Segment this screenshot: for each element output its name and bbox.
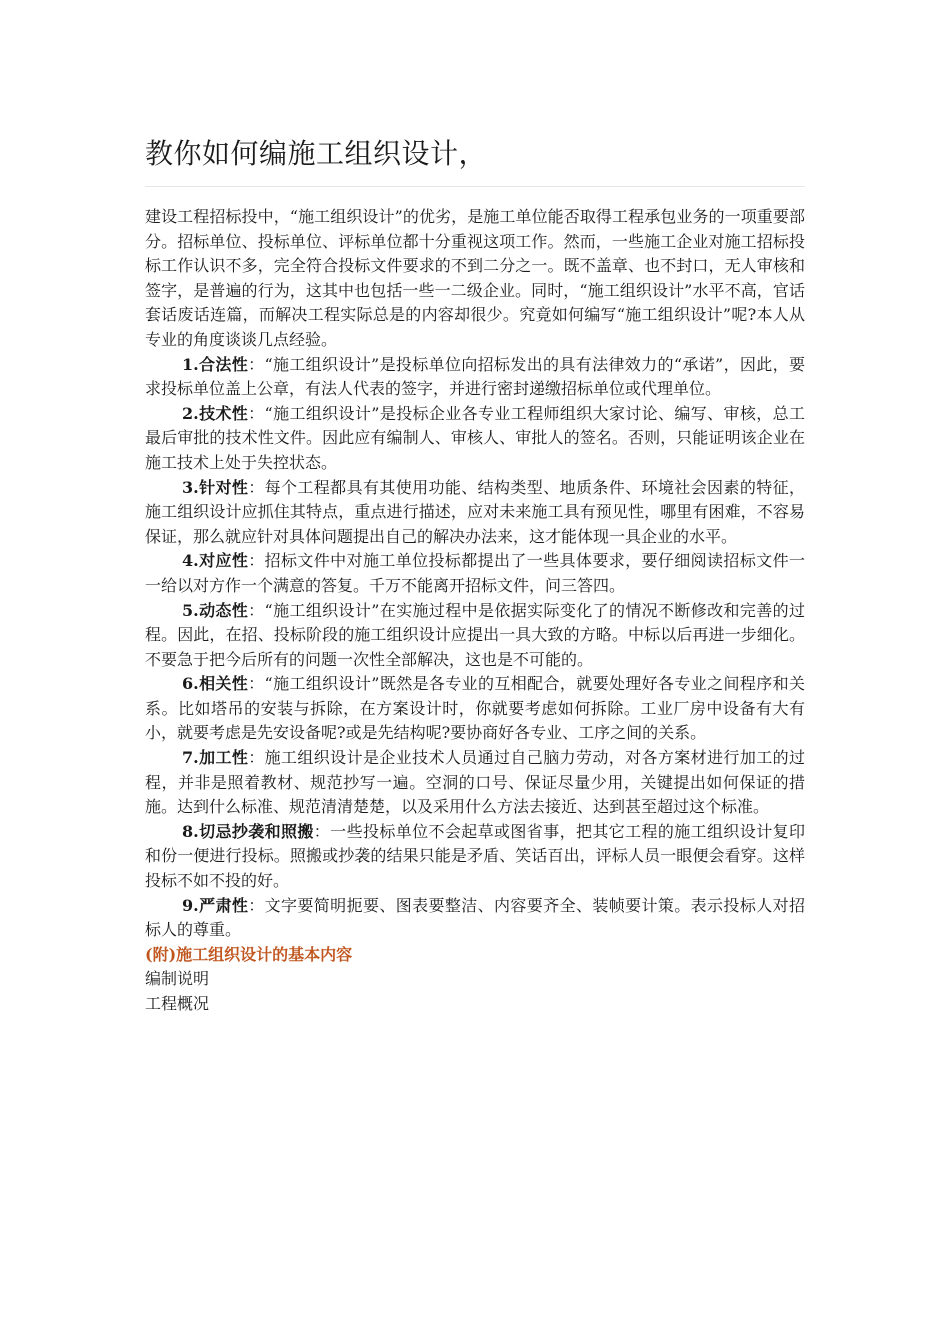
item-text: ：“施工组织设计”是投标单位向招标发出的具有法律效力的“承诺”，因此，要求投标单位盖上公章，有法人代表的签字，并进行密封递缴招标单位或代理单位。: [145, 354, 805, 399]
item-label: 6.相关性: [182, 674, 249, 694]
item-label: 1.合法性: [182, 354, 249, 374]
item-text: ：一些投标单位不会起草或图省事，把其它工程的施工组织设计复印和份一便进行投标。照搬或抄袭的结果只能是矛盾、笑话百出，评标人员一眼便会看穿。这样投标不如不投的好。: [145, 821, 805, 891]
item-label: 9.严肃性: [182, 895, 249, 915]
appendix-line: 工程概况: [145, 994, 210, 1013]
item-text: ：“施工组织设计”是投标企业各专业工程师组织大家讨论、编写、审核，总工最后审批的技术性文件。因此应有编制人、审核人、审批人的签名。否则，只能证明该企业在施工技术上处于失控状态。: [145, 403, 805, 472]
item-label: 3.针对性: [182, 477, 249, 497]
item-label: 8.切忌抄袭和照搬: [182, 821, 314, 841]
item-dynamic: [145, 599, 805, 673]
item-text: ：文字要简明扼要、图表要整洁、内容要齐全、装帧要计策。表示投标人对招标人的尊重。: [145, 895, 805, 940]
item-no-copying: [145, 820, 805, 894]
item-text: ：施工组织设计是企业技术人员通过自己脑力劳动，对各方案材进行加工的过程，并非是照着教材、规范抄写一遍。空洞的口号、保证尽量少用，关键提出如何保证的措施。达到什么标准、规范清清楚楚，以及采用什么方法去接近、达到甚至超过这个标准。: [145, 748, 805, 817]
intro-paragraph: 建设工程招标投中，“施工组织设计”的优劣，是施工单位能否取得工程承包业务的一项重要部分。招标单位、投标单位、评标单位都十分重视这项工作。然而，一些施工企业对施工招标投标工作认识不多，完全符合投标文件要求的不到二分之一。既不盖章、也不封口，无人审核和签字，是普遍的行为，这其中也包括一些一二级企业。同时，“施工组织设计”水平不高，官话套话废话连篇，而解决工程实际总是的内容却很少。究竟如何编写“施工组织设计”呢?本人从专业的角度谈谈几点经验。: [145, 207, 805, 349]
item-technical: [145, 402, 805, 476]
item-targeted: [145, 476, 805, 550]
item-label: 2.技术性: [182, 403, 249, 423]
appendix-line: 编制说明: [145, 969, 210, 989]
item-label: 5.动态性: [182, 600, 249, 620]
document-page: [145, 0, 805, 1017]
item-text: ：每个工程都具有其使用功能、结构类型、地质条件、环境社会因素的特征，施工组织设计应抓住其特点，重点进行描述，应对未来施工具有预见性，哪里有困难，不容易保证，那么就应针对具体问题提出自己的解决办法来，这才能体现一具企业的水平。: [145, 477, 805, 546]
item-relevance: [145, 672, 805, 746]
item-text: ：招标文件中对施工单位投标都提出了一些具体要求，要仔细阅读招标文件一一给以对方作一个满意的答复。千万不能离开招标文件，问三答四。: [145, 551, 805, 595]
item-legality: [145, 353, 805, 402]
item-label: 7.加工性: [182, 748, 249, 768]
item-text: ：“施工组织设计”在实施过程中是依据实际变化了的情况不断修改和完善的过程。因此，在招、投标阶段的施工组织设计应提出一具大致的方略。中标以后再进一步细化。不要急于把今后所有的问题一次性全部解决，这也是不可能的。: [145, 600, 805, 669]
item-text: ：“施工组织设计”既然是各专业的互相配合，就要处理好各专业之间程序和关系。比如塔吊的安装与拆除，在方案设计时，你就要考虑如何拆除。工业厂房中设备有大有小，就要考虑是先安设备呢?或是先结构呢?要协商好各专业、工序之间的关系。: [145, 674, 805, 743]
title-divider: [145, 186, 805, 187]
appendix-heading: (附)施工组织设计的基本内容: [145, 944, 353, 964]
item-correspondence: [145, 549, 805, 598]
item-seriousness: [145, 894, 805, 943]
item-processing: [145, 746, 805, 820]
page-title: 教你如何编施工组织设计，: [145, 137, 488, 170]
article-body: [145, 205, 805, 1017]
item-label: 4.对应性: [182, 551, 249, 571]
